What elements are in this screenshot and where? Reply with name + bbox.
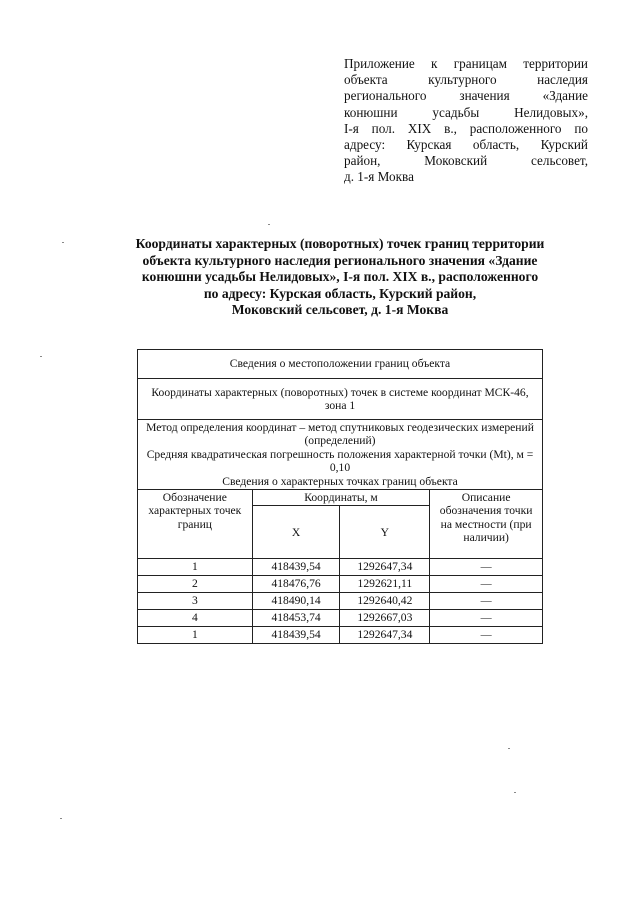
cell-description: — — [430, 627, 543, 644]
scan-speck — [40, 356, 42, 357]
title-line: Моковский сельсовет, д. 1-я Моква — [231, 302, 449, 318]
appendix-line: регионального значения «Здание — [344, 88, 588, 104]
cell-x: 418476,76 — [252, 576, 340, 593]
cell-description: — — [430, 559, 543, 576]
header-x: X — [252, 506, 340, 559]
section-method — [138, 420, 543, 490]
cell-description: — — [430, 593, 543, 610]
title-line: Координаты характерных (поворотных) точек границ территории — [135, 236, 545, 251]
coordinates-table — [137, 349, 543, 644]
table-row — [138, 610, 543, 627]
header-designation: Обозначение характерных точек границ — [138, 490, 253, 559]
scan-speck — [62, 242, 64, 243]
appendix-line: Приложение к границам территории — [344, 56, 588, 71]
cell-x: 418439,54 — [252, 559, 340, 576]
title-line: конюшни усадьбы Нелидовых», I-я пол. XIX в., расположенного — [141, 269, 539, 285]
cell-point: 4 — [138, 610, 253, 627]
document-title — [110, 236, 570, 319]
header-coordinates: Координаты, м — [252, 490, 430, 506]
table-row — [138, 559, 543, 576]
cell-point: 3 — [138, 593, 253, 610]
title-line: по адресу: Курская область, Курский район, — [203, 285, 477, 301]
scan-speck — [60, 818, 62, 819]
points-section-text: Сведения о характерных точках границ объекта — [222, 474, 458, 488]
scan-speck — [268, 224, 270, 225]
title-line: объекта культурного наследия регионального значения «Здание — [142, 252, 538, 268]
cell-y: 1292640,42 — [340, 593, 430, 610]
appendix-line: I-я пол. XIX в., расположенного по — [344, 120, 588, 136]
appendix-line: объекта культурного наследия — [344, 72, 588, 88]
header-description: Описание обозначения точки на местности (при наличии) — [430, 490, 543, 559]
appendix-line: район, Моковский сельсовет, — [344, 153, 588, 169]
section-location: Сведения о местоположении границ объекта — [138, 350, 543, 379]
cell-x: 418490,14 — [252, 593, 340, 610]
cell-description: — — [430, 610, 543, 627]
appendix-line: адресу: Курская область, Курский — [344, 137, 588, 153]
cell-y: 1292621,11 — [340, 576, 430, 593]
cell-x: 418453,74 — [252, 610, 340, 627]
appendix-note — [344, 56, 588, 186]
accuracy-text: Средняя квадратическая погрешность положения характерной точки (Mt), м = 0,10 — [146, 447, 534, 475]
method-text: Метод определения координат – метод спутниковых геодезических измерений (определений) — [146, 421, 534, 448]
table-row — [138, 627, 543, 644]
cell-point: 1 — [138, 559, 253, 576]
cell-x: 418439,54 — [252, 627, 340, 644]
cell-y: 1292647,34 — [340, 559, 430, 576]
section-coordinate-system: Координаты характерных (поворотных) точек в системе координат МСК-46, зона 1 — [138, 379, 543, 420]
cell-y: 1292667,03 — [340, 610, 430, 627]
scan-speck — [514, 792, 516, 793]
header-y: Y — [340, 506, 430, 559]
table-row — [138, 576, 543, 593]
appendix-line: д. 1-я Моква — [344, 169, 414, 185]
cell-point: 1 — [138, 627, 253, 644]
cell-description: — — [430, 576, 543, 593]
appendix-line: конюшни усадьбы Нелидовых», — [344, 104, 588, 120]
cell-y: 1292647,34 — [340, 627, 430, 644]
scan-speck — [508, 748, 510, 749]
table-row — [138, 593, 543, 610]
cell-point: 2 — [138, 576, 253, 593]
